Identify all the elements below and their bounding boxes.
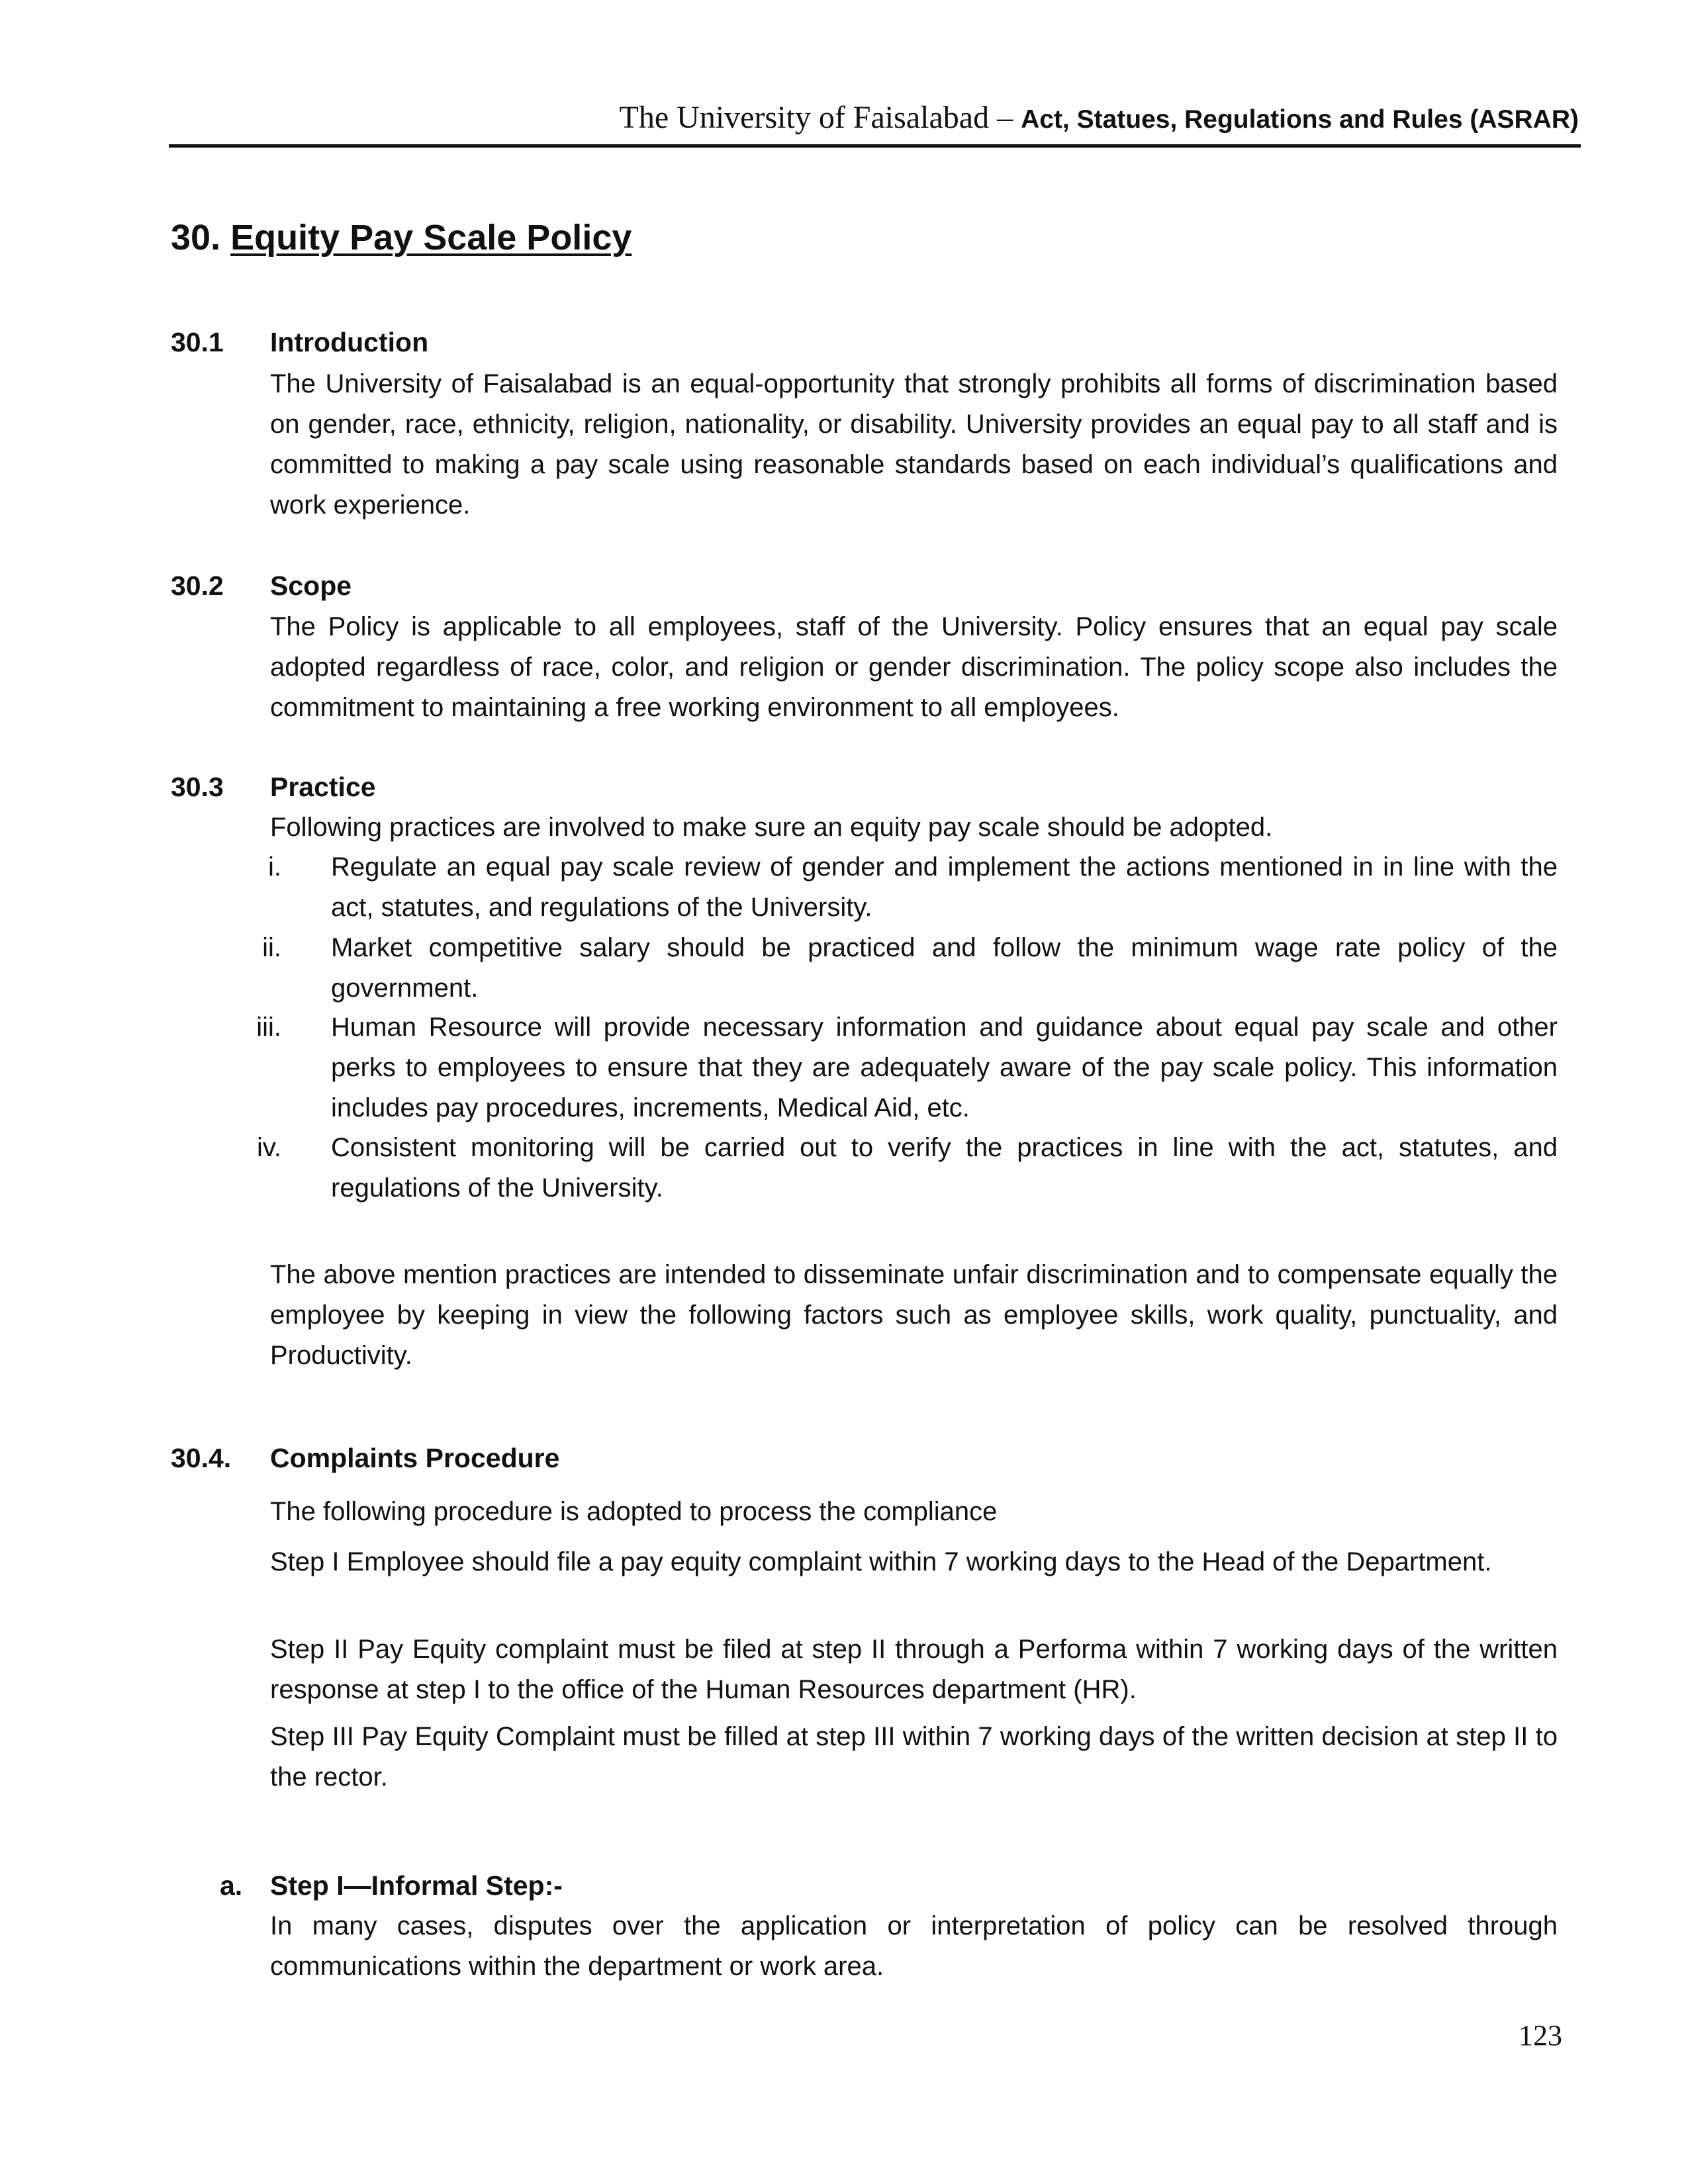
section-heading-complaints: Complaints Procedure bbox=[270, 1443, 560, 1473]
header-dash: – bbox=[989, 100, 1021, 135]
section-heading-scope: Scope bbox=[270, 570, 352, 601]
list-marker: iv. bbox=[256, 1133, 281, 1162]
header-document-title: Act, Statues, Regulations and Rules (ASRAR) bbox=[1021, 105, 1579, 134]
complaints-step-1: Step I Employee should file a pay equity complaint within 7 working days to the Head of the Department. bbox=[270, 1547, 1492, 1576]
title-text: Equity Pay Scale Policy bbox=[230, 218, 632, 257]
section-number-intro: 30.1 bbox=[171, 327, 224, 357]
section-heading-practice: Practice bbox=[270, 772, 376, 802]
title-number: 30. bbox=[171, 218, 221, 257]
running-header bbox=[169, 99, 1579, 136]
list-marker: ii. bbox=[262, 933, 281, 962]
section-heading-intro: Introduction bbox=[270, 327, 429, 357]
section-number-complaints: 30.4. bbox=[171, 1443, 232, 1473]
page-number: 123 bbox=[1519, 2019, 1562, 2052]
list-item: Regulate an equal pay scale review of gender and implement the actions mentioned in in line with the act, statutes, and regulations of the University. bbox=[331, 852, 1558, 922]
header-university: The University of Faisalabad bbox=[619, 100, 990, 135]
section-number-practice: 30.3 bbox=[171, 772, 224, 802]
list-item: Consistent monitoring will be carried out to verify the practices in line with the act, statutes, and regulations of the University. bbox=[331, 1133, 1558, 1203]
section-body-intro: The University of Faisalabad is an equal-opportunity that strongly prohibits all forms of discrimination based on gender, race, ethnicity, religion, nationality, or disability. University provides an equal pay to all staff and is committed to making a pay scale using reasonable standards based on each individual’s qualifications and work experience. bbox=[270, 369, 1558, 520]
header-rule bbox=[169, 144, 1581, 148]
practice-closing: The above mention practices are intended to disseminate unfair discrimination and to compensate equally the employee by keeping in view the following factors such as employee skills, work quality, punctuality, and Productivity. bbox=[270, 1260, 1558, 1370]
subsection-marker: a. bbox=[220, 1870, 243, 1901]
page-title bbox=[171, 217, 632, 258]
section-number-scope: 30.2 bbox=[171, 570, 224, 601]
complaints-step-3: Step III Pay Equity Complaint must be filled at step III within 7 working days of the written decision at step II to the rector. bbox=[270, 1722, 1558, 1792]
list-marker: iii. bbox=[256, 1013, 281, 1042]
section-body-scope: The Policy is applicable to all employees, staff of the University. Policy ensures that an equal pay scale adopted regardless of race, color, and religion or gender discrimination. The policy scope also includes the commitment to maintaining a free working environment to all employees. bbox=[270, 612, 1558, 722]
list-marker: i. bbox=[268, 852, 281, 882]
complaints-step-2: Step II Pay Equity complaint must be filed at step II through a Performa within 7 working days of the written response at step I to the office of the Human Resources department (HR). bbox=[270, 1635, 1558, 1704]
list-item: Human Resource will provide necessary information and guidance about equal pay scale and other perks to employees to ensure that they are adequately aware of the pay scale policy. This information includes pay procedures, increments, Medical Aid, etc. bbox=[331, 1013, 1558, 1122]
subsection-heading-informal: Step I—Informal Step:- bbox=[270, 1870, 563, 1901]
practice-lead: Following practices are involved to make sure an equity pay scale should be adopted. bbox=[270, 813, 1273, 842]
subsection-body-informal: In many cases, disputes over the application or interpretation of policy can be resolved through communications within the department or work area. bbox=[270, 1911, 1558, 1981]
list-item: Market competitive salary should be practiced and follow the minimum wage rate policy of the government. bbox=[331, 933, 1558, 1003]
complaints-lead: The following procedure is adopted to process the compliance bbox=[270, 1497, 998, 1526]
